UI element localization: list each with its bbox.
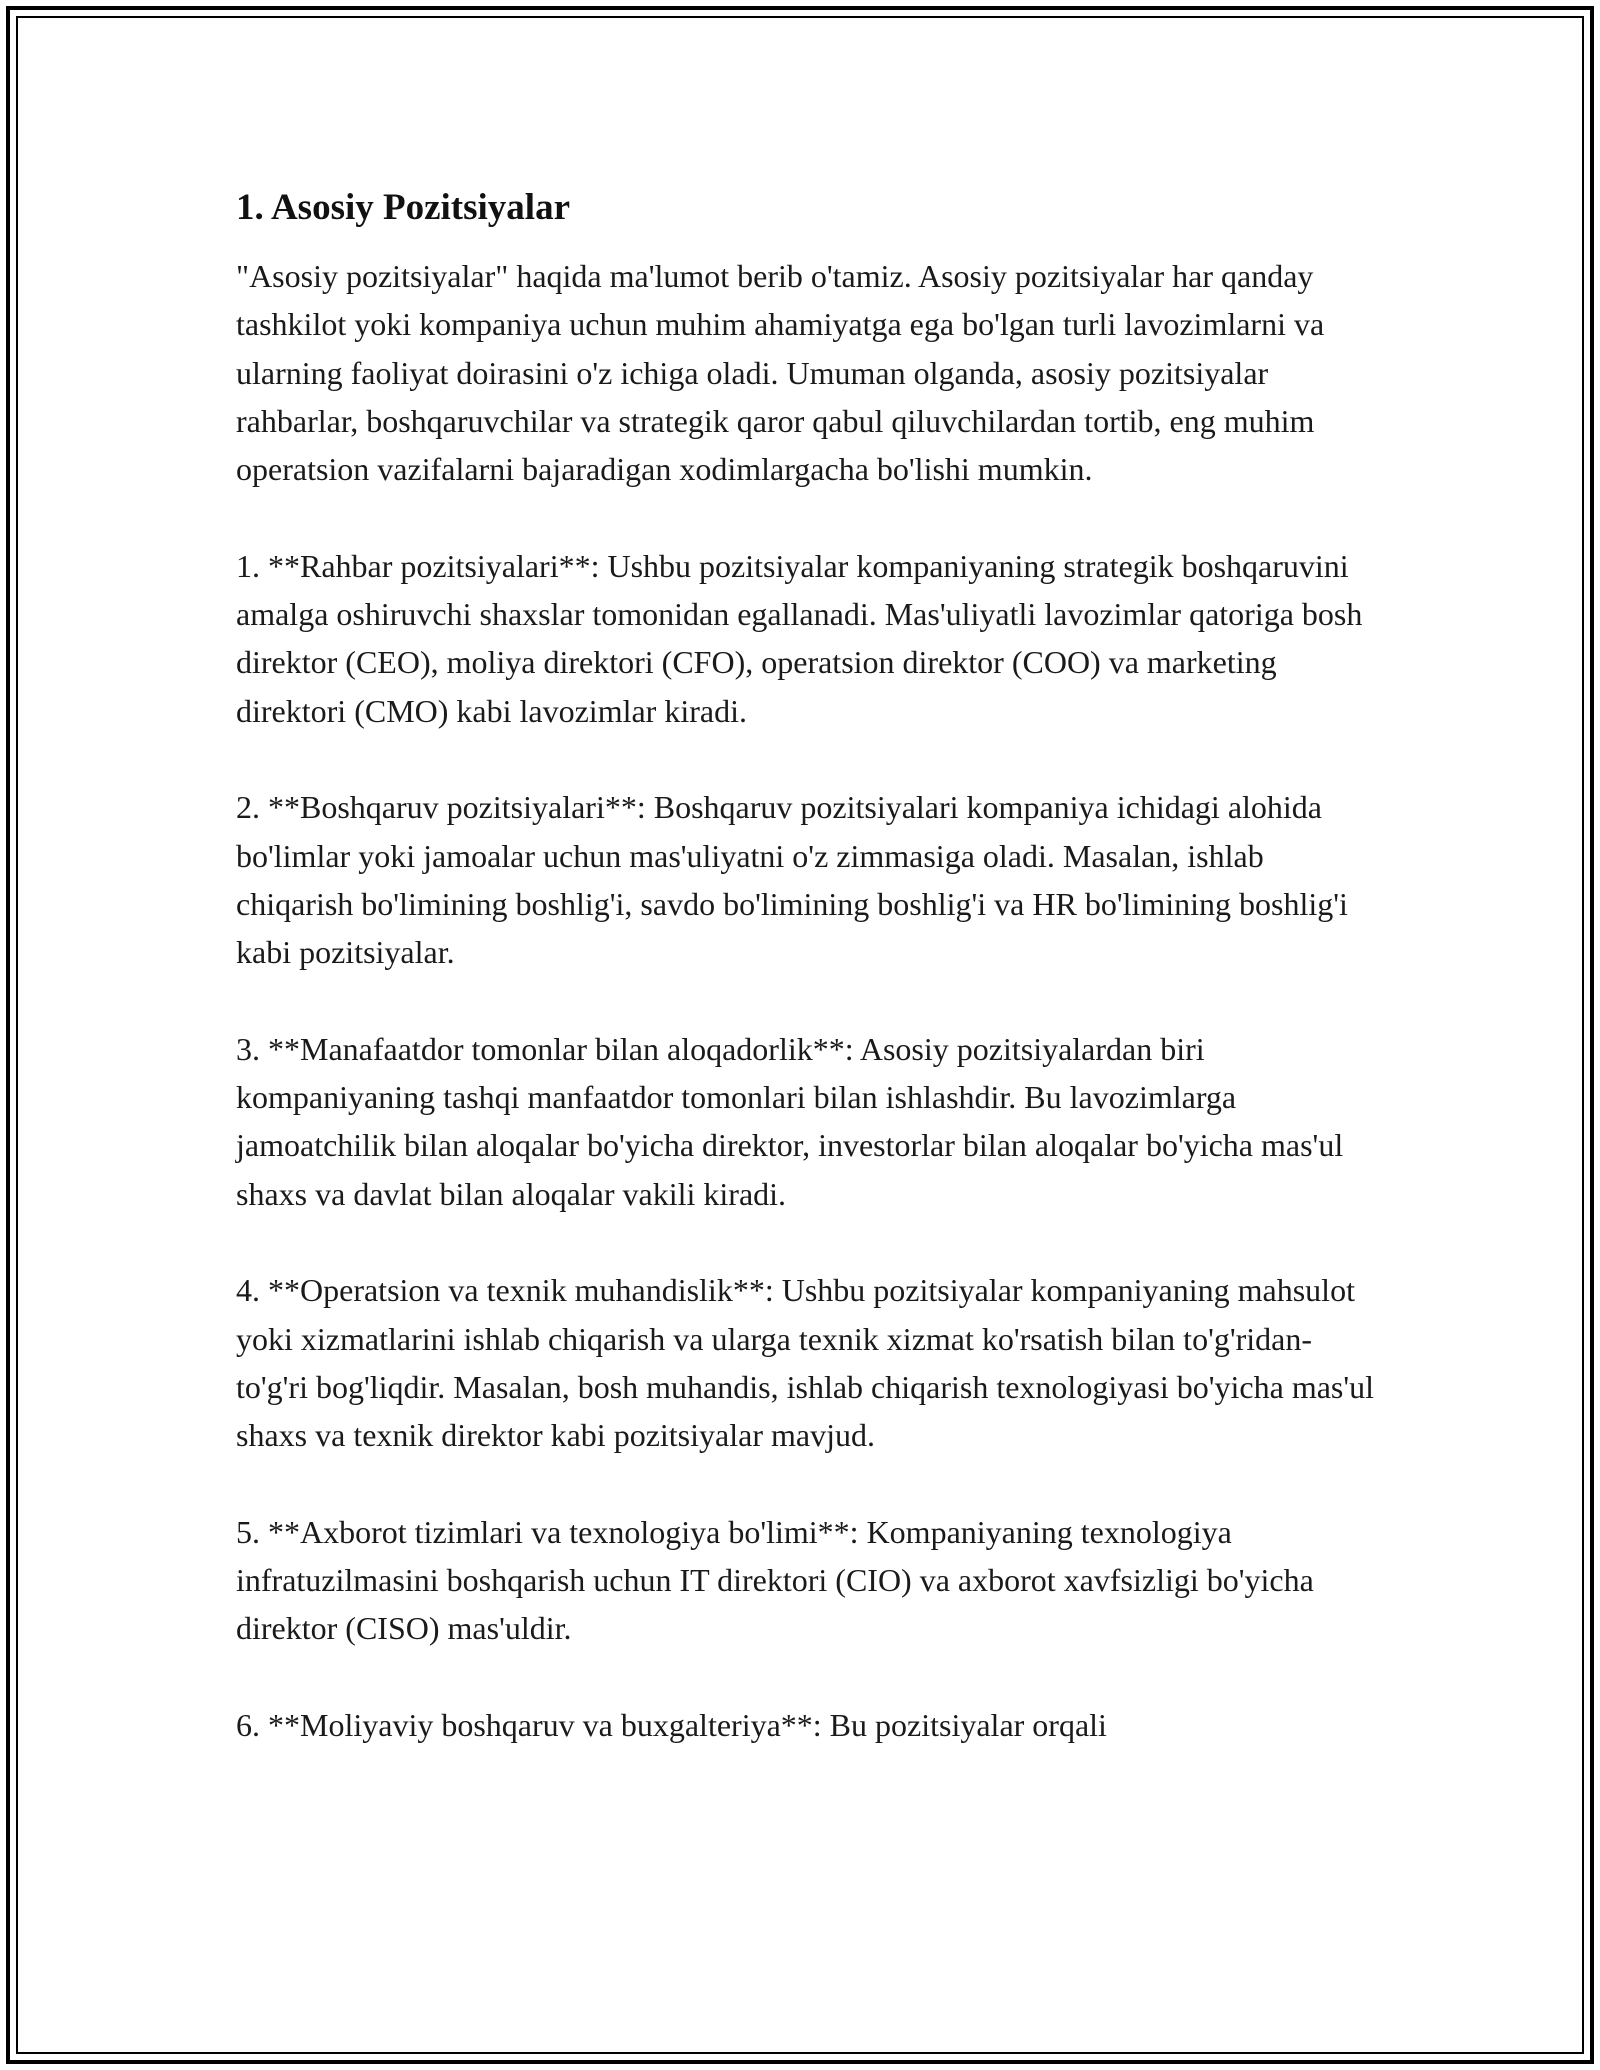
- paragraph-rahbar-pozitsiyalari: 1. **Rahbar pozitsiyalari**: Ushbu pozitsiyalar kompaniyaning strategik boshqaruvini amalga oshiruvchi shaxslar tomonidan egallanadi. Mas'uliyatli lavozimlar qatoriga bosh direktor (CEO), moliya direktori (CFO), operatsion direktor (COO) va marketing direktori (CMO) kabi lavozimlar kiradi.: [236, 547, 1363, 729]
- intro-paragraph: "Asosiy pozitsiyalar" haqida ma'lumot berib o'tamiz. Asosiy pozitsiyalar har qanday tashkilot yoki kompaniya uchun muhim ahamiyatga ega bo'lgan turli lavozimlarni va ularning faoliyat doirasini o'z ichiga oladi. Umuman olganda, asosiy pozitsiyalar rahbarlar, boshqaruvchilar va strategik qaror qabul qiluvchilardan tortib, eng muhim operatsion vazifalarni bajaradigan xodimlargacha bo'lishi mumkin.: [236, 258, 1325, 488]
- document-title: 1. Asosiy Pozitsiyalar: [236, 187, 571, 228]
- paragraph-manfaatdor-tomonlar: 3. **Manafaatdor tomonlar bilan aloqadorlik**: Asosiy pozitsiyalardan biri kompaniyaning tashqi manfaatdor tomonlari bilan ishlashdir. Bu lavozimlarga jamoatchilik bilan aloqalar bo'yicha direktor, investorlar bilan aloqalar bo'yicha mas'ul shaxs va davlat bilan aloqalar vakili kiradi.: [236, 1030, 1344, 1212]
- paragraph-operatsion-texnik: 4. **Operatsion va texnik muhandislik**: Ushbu pozitsiyalar kompaniyaning mahsulot yoki xizmatlarini ishlab chiqarish va ularga texnik xizmat ko'rsatish bilan to'g'ridan-to'g'ri bog'liqdir. Masalan, bosh muhandis, ishlab chiqarish texnologiyasi bo'yicha mas'ul shaxs va texnik direktor kabi pozitsiyalar mavjud.: [236, 1272, 1375, 1454]
- document-body: [236, 184, 1376, 1798]
- paragraph-axborot-tizimlari: 5. **Axborot tizimlari va texnologiya bo'limi**: Kompaniyaning texnologiya infratuzilmasini boshqarish uchun IT direktori (CIO) va axborot xavfsizligi bo'yicha direktor (CISO) mas'uldir.: [236, 1513, 1314, 1647]
- paragraph-boshqaruv-pozitsiyalari: 2. **Boshqaruv pozitsiyalari**: Boshqaruv pozitsiyalari kompaniya ichidagi alohida bo'limlar yoki jamoalar uchun mas'uliyatni o'z zimmasiga oladi. Masalan, ishlab chiqarish bo'limining boshlig'i, savdo bo'limining boshlig'i va HR bo'limining boshlig'i kabi pozitsiyalar.: [236, 789, 1348, 971]
- paragraph-moliyaviy-boshqaruv: 6. **Moliyaviy boshqaruv va buxgalteriya**: Bu pozitsiyalar orqali: [236, 1706, 1107, 1743]
